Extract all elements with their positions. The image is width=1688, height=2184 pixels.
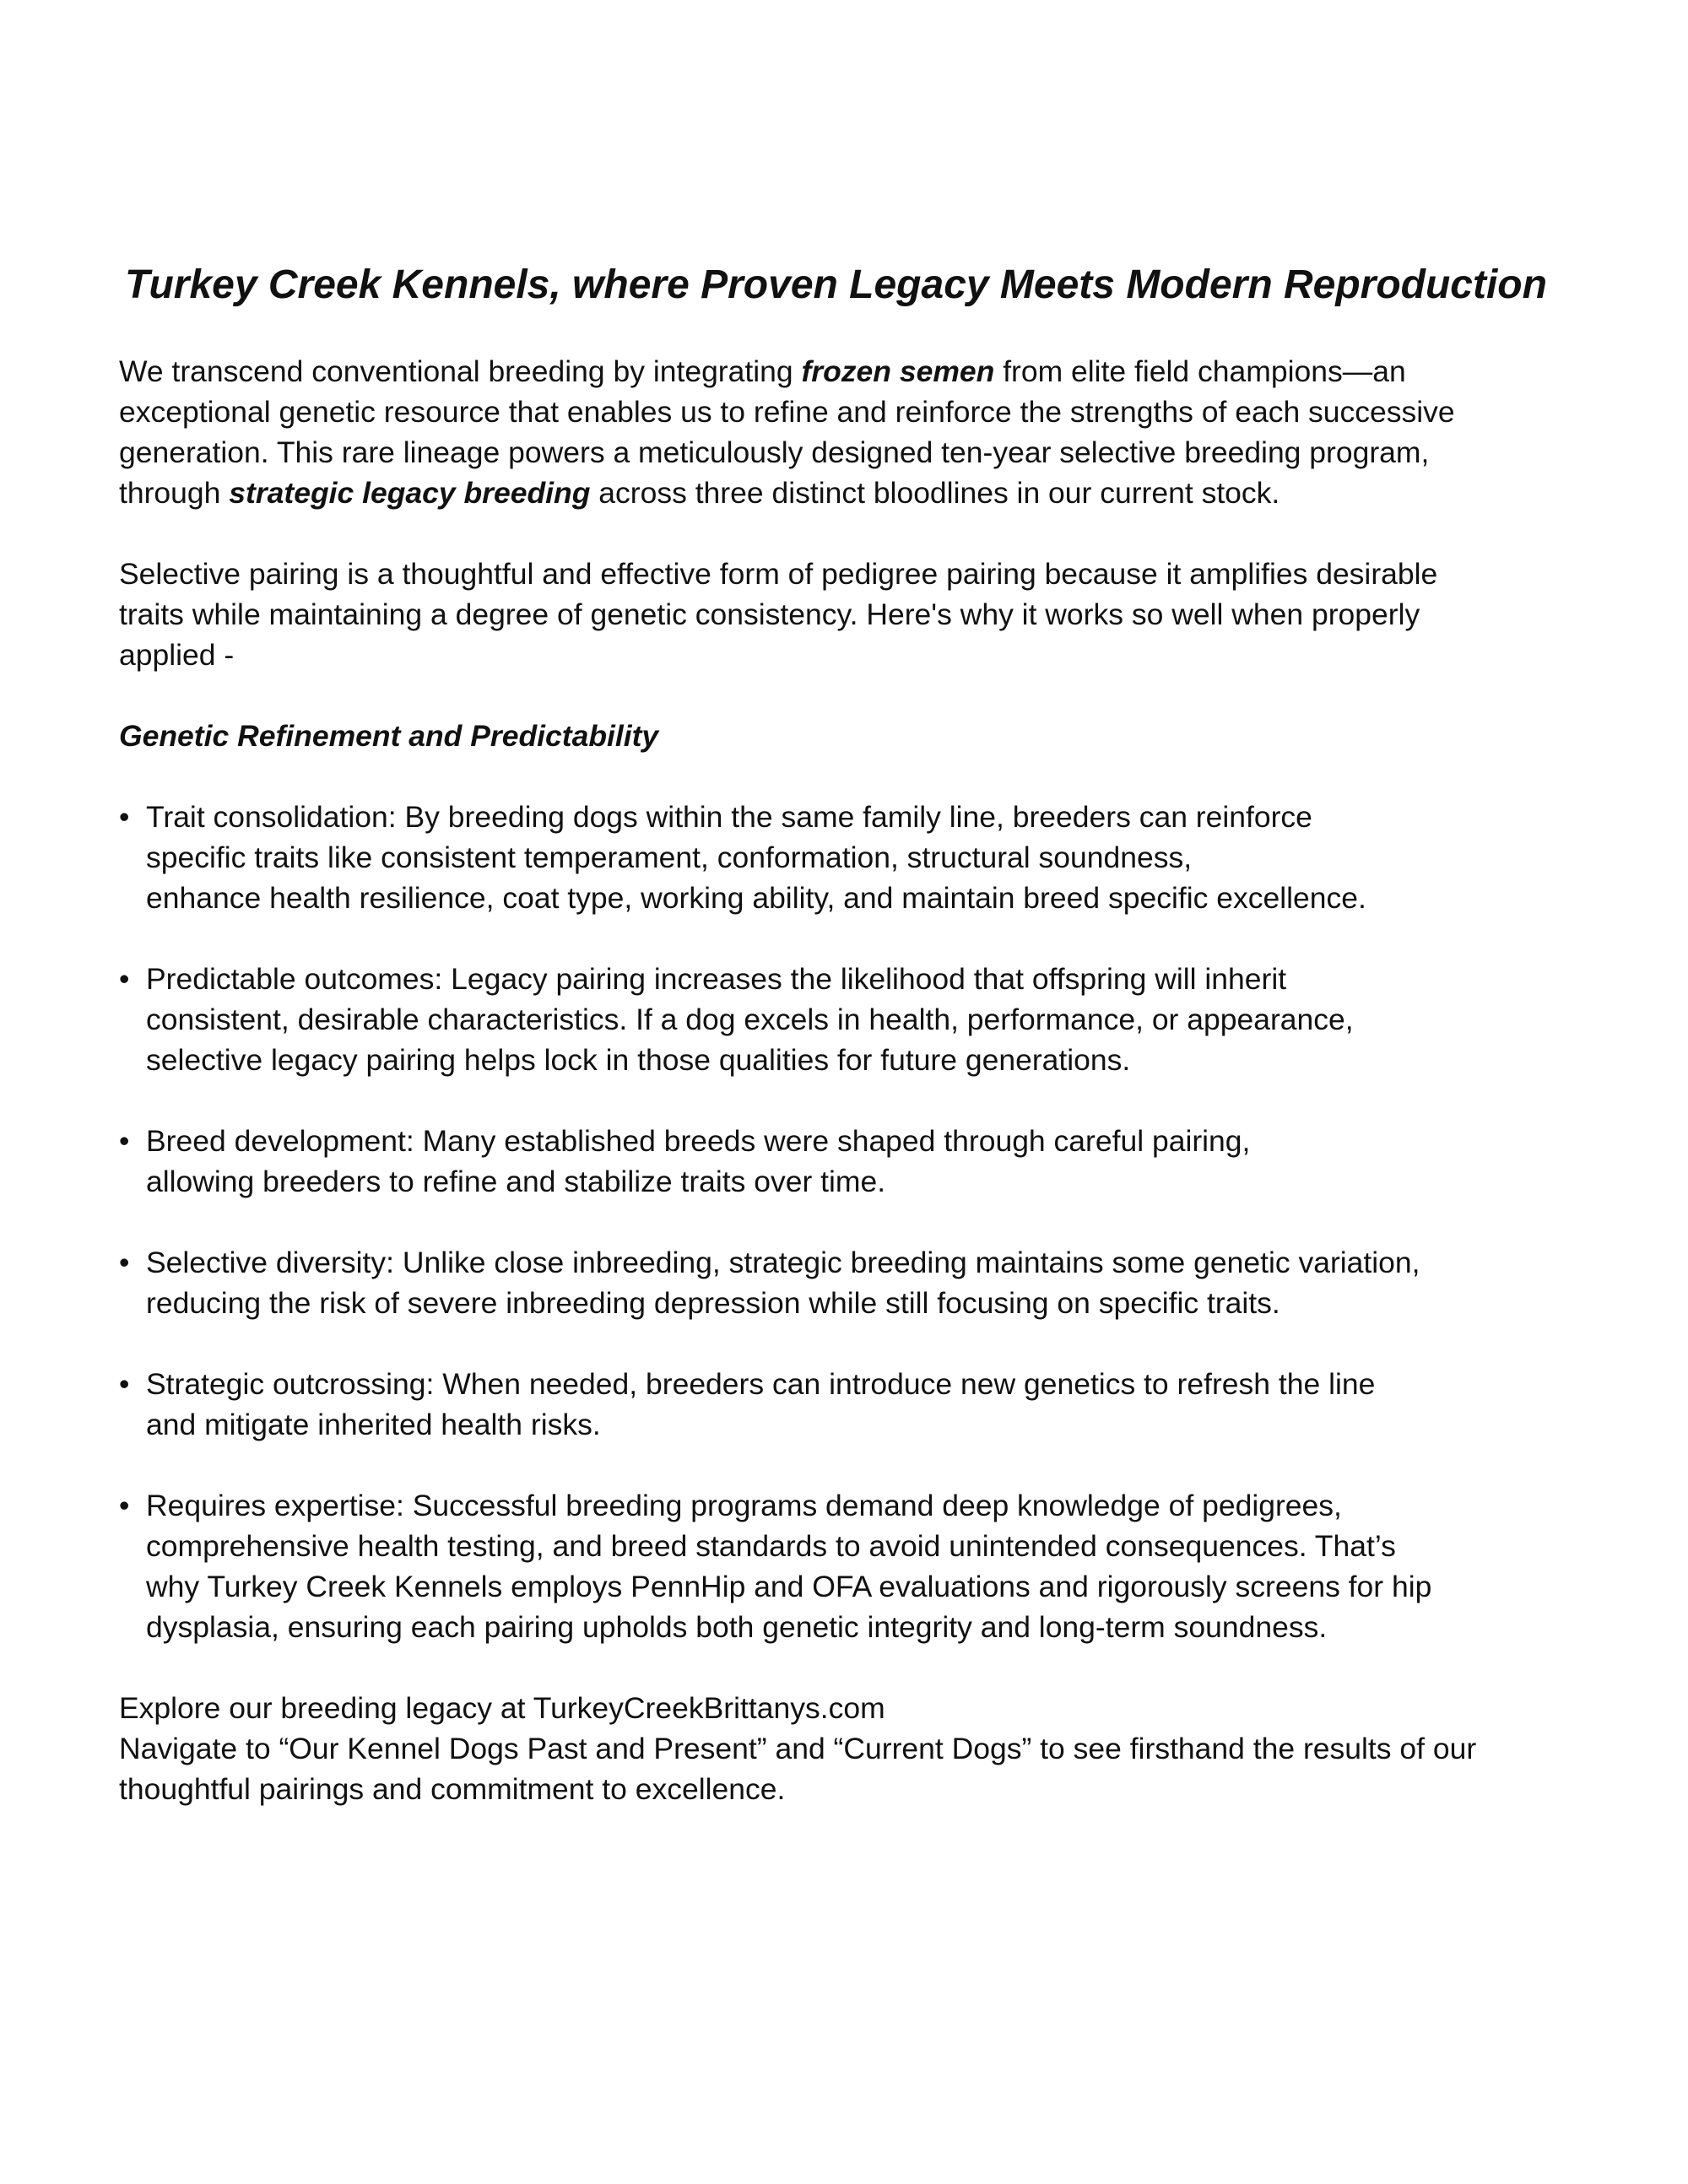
document-body: [119, 351, 1604, 1809]
bullet-line: consistent, desirable characteristics. If a dog excels in health, performance, or appearance,: [146, 1003, 1354, 1036]
bullet-item-selective-diversity: [119, 1242, 1604, 1323]
spacer: [119, 1080, 1604, 1121]
bullet-line: Selective diversity: Unlike close inbreeding, strategic breeding maintains some genetic variation,: [146, 1246, 1420, 1279]
bullet-item-strategic-outcrossing: [119, 1364, 1604, 1445]
bullet-point-icon: •: [119, 1489, 130, 1522]
bullet-point-icon: •: [119, 800, 130, 834]
bullet-line: enhance health resilience, coat type, working ability, and maintain breed specific excellence.: [146, 881, 1366, 915]
bullet-line: why Turkey Creek Kennels employs PennHip and OFA evaluations and rigorously screens for hip: [146, 1570, 1432, 1603]
closing-line-commitment: thoughtful pairings and commitment to excellence.: [119, 1772, 786, 1806]
selective-pairing-paragraph: [119, 554, 1604, 675]
spacer: [119, 675, 1604, 716]
bullet-line: dysplasia, ensuring each pairing upholds both genetic integrity and long-term soundness.: [146, 1610, 1328, 1644]
intro-paragraph: [119, 351, 1604, 513]
bullet-line: comprehensive health testing, and breed standards to avoid unintended consequences. That’s: [146, 1529, 1396, 1563]
page-title: Turkey Creek Kennels, where Proven Legacy Meets Modern Reproduction: [125, 262, 1547, 307]
bullet-line: Predictable outcomes: Legacy pairing increases the likelihood that offspring will inherit: [146, 962, 1287, 996]
intro-line-4: through strategic legacy breeding across three distinct bloodlines in our current stock.: [119, 476, 1280, 510]
paragraph-line: Selective pairing is a thoughtful and effective form of pedigree pairing because it amplifies desirable: [119, 557, 1438, 591]
closing-line-website: Explore our breeding legacy at TurkeyCreekBrittanys.com: [119, 1691, 885, 1725]
spacer: [119, 1323, 1604, 1364]
bullet-item-trait-consolidation: [119, 797, 1604, 918]
bullet-line: specific traits like consistent temperament, conformation, structural soundness,: [146, 841, 1193, 874]
emphasis-strategic-legacy-breeding: strategic legacy breeding: [229, 476, 591, 510]
spacer: [119, 756, 1604, 797]
bullet-point-icon: •: [119, 1246, 130, 1279]
spacer: [119, 1445, 1604, 1485]
bullet-point-icon: •: [119, 962, 130, 996]
intro-line-1: We transcend conventional breeding by integrating frozen semen from elite field champions—an: [119, 354, 1406, 388]
bullet-point-icon: •: [119, 1124, 130, 1158]
bullet-item-requires-expertise: [119, 1485, 1604, 1647]
spacer: [119, 918, 1604, 959]
bullet-point-icon: •: [119, 1367, 130, 1401]
closing-line-navigate: Navigate to “Our Kennel Dogs Past and Present” and “Current Dogs” to see firsthand the results of our: [119, 1732, 1477, 1765]
spacer: [119, 513, 1604, 554]
intro-line-2: exceptional genetic resource that enables us to refine and reinforce the strengths of each successive: [119, 395, 1455, 429]
bullet-line: selective legacy pairing helps lock in those qualities for future generations.: [146, 1043, 1131, 1077]
bullet-line: reducing the risk of severe inbreeding depression while still focusing on specific traits.: [146, 1286, 1280, 1320]
bullet-line: Trait consolidation: By breeding dogs within the same family line, breeders can reinforce: [146, 800, 1312, 834]
bullet-line: Requires expertise: Successful breeding programs demand deep knowledge of pedigrees,: [146, 1489, 1342, 1522]
bullet-line: Breed development: Many established breeds were shaped through careful pairing,: [146, 1124, 1251, 1158]
bullet-line: and mitigate inherited health risks.: [146, 1408, 601, 1441]
bullet-line: allowing breeders to refine and stabilize traits over time.: [146, 1165, 886, 1198]
closing-paragraph: [119, 1688, 1604, 1809]
bullet-line: Strategic outcrossing: When needed, breeders can introduce new genetics to refresh the line: [146, 1367, 1376, 1401]
spacer: [119, 1202, 1604, 1242]
bullet-item-predictable-outcomes: [119, 959, 1604, 1080]
intro-line-3: generation. This rare lineage powers a meticulously designed ten-year selective breeding program,: [119, 435, 1430, 469]
spacer: [119, 1647, 1604, 1688]
section-heading: Genetic Refinement and Predictability: [119, 719, 659, 753]
emphasis-frozen-semen: frozen semen: [801, 354, 995, 388]
paragraph-line: traits while maintaining a degree of genetic consistency. Here's why it works so well when properly: [119, 597, 1420, 631]
paragraph-line: applied -: [119, 638, 235, 672]
bullet-item-breed-development: [119, 1121, 1604, 1202]
